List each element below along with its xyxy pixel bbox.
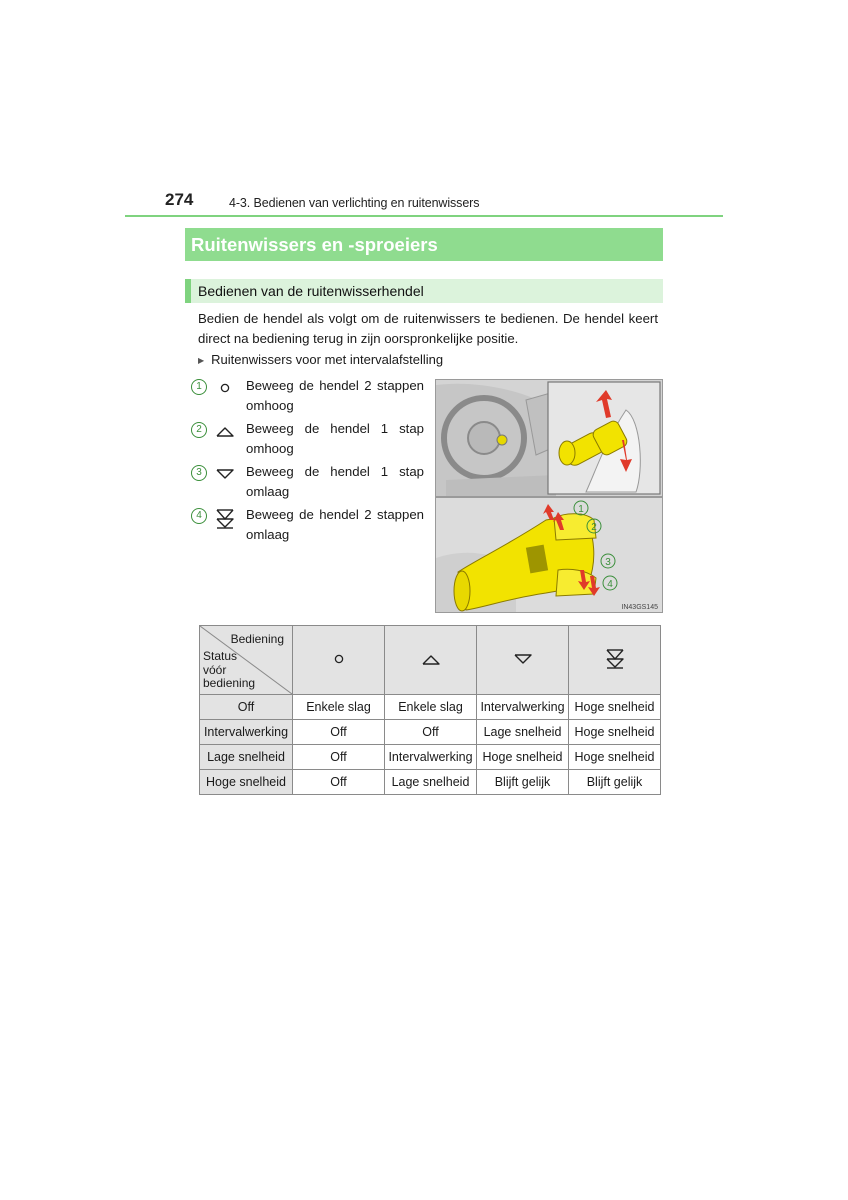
item-text: Beweeg de hendel 1 stap omlaag [246, 464, 424, 499]
item-2 [191, 422, 426, 464]
table-cell: Enkele slag [293, 695, 385, 720]
column-header-circle [293, 626, 385, 695]
table-cell: Lage snelheid [477, 720, 569, 745]
item-text: Beweeg de hendel 2 stappen omhoog [246, 378, 424, 413]
table-cell: Intervalwerking [385, 745, 477, 770]
section-title: Ruitenwissers en -sproeiers [185, 228, 663, 261]
triangle-up-icon [214, 422, 236, 440]
table-cell: Lage snelheid [385, 770, 477, 795]
dashboard-illustration [435, 379, 663, 497]
triangle-down-icon [214, 465, 236, 483]
bullet-triangle-icon: ▶ [198, 356, 205, 365]
table-row [200, 770, 661, 795]
callout-2: 2 [591, 522, 597, 533]
table-cell: Intervalwerking [477, 695, 569, 720]
page-number: 274 [165, 190, 194, 209]
image-code: IN43GS145 [621, 604, 658, 611]
number-badge: 4 [191, 508, 207, 524]
table-row [200, 720, 661, 745]
item-text: Beweeg de hendel 1 stap omhoog [246, 421, 424, 456]
item-1 [191, 379, 426, 421]
corner-line-2: vóór [203, 662, 227, 677]
table-cell: Hoge snelheid [569, 720, 661, 745]
dashboard-drawing [436, 380, 662, 496]
item-text: Beweeg de hendel 2 stappen omlaag [246, 507, 424, 542]
triangle-down-icon [512, 650, 534, 668]
lever-illustration [435, 497, 663, 613]
triangle-up-icon [420, 650, 442, 668]
double-triangle-down-icon [214, 508, 236, 530]
column-header-up [385, 626, 477, 695]
table-row [200, 745, 661, 770]
number-badge: 1 [191, 379, 207, 395]
table-cell: Hoge snelheid [569, 695, 661, 720]
corner-line-3: bediening [203, 676, 256, 690]
circle-icon [328, 650, 350, 668]
row-header: Intervalwerking [200, 720, 293, 745]
lever-drawing [436, 498, 662, 612]
number-badge: 2 [191, 422, 207, 438]
wiper-status-table [199, 625, 661, 795]
bullet-item [198, 352, 443, 367]
table-cell: Off [293, 770, 385, 795]
corner-header [200, 626, 293, 695]
item-4 [191, 508, 426, 550]
intro-paragraph: Bedien de hendel als volgt om de ruitenwissers te bedienen. De hendel keert direct na bediening terug in zijn oorspronkelijke positie. [198, 311, 658, 346]
subsection-accent [185, 279, 191, 303]
column-header-down [477, 626, 569, 695]
header-divider [125, 215, 723, 217]
corner-top-label: Bediening [230, 632, 284, 646]
callout-1: 1 [578, 504, 584, 515]
table-header-row [200, 626, 661, 695]
bullet-text: Ruitenwissers voor met intervalafstelling [211, 352, 444, 367]
table-cell: Off [293, 720, 385, 745]
row-header: Lage snelheid [200, 745, 293, 770]
double-triangle-down-icon [604, 648, 626, 670]
table-row [200, 695, 661, 720]
table-cell: Blijft gelijk [569, 770, 661, 795]
table-cell: Hoge snelheid [477, 745, 569, 770]
callout-3: 3 [605, 557, 611, 568]
callout-4: 4 [607, 579, 613, 590]
table-cell: Off [385, 720, 477, 745]
corner-bottom-label [203, 650, 255, 691]
item-3 [191, 465, 426, 507]
table-cell: Blijft gelijk [477, 770, 569, 795]
row-header: Hoge snelheid [200, 770, 293, 795]
table-cell: Off [293, 745, 385, 770]
column-header-double-down [569, 626, 661, 695]
table-cell: Hoge snelheid [569, 745, 661, 770]
row-header: Off [200, 695, 293, 720]
corner-line-1: Status [203, 649, 238, 663]
chapter-title: 4-3. Bedienen van verlichting en ruitenwissers [229, 196, 480, 210]
table-cell: Enkele slag [385, 695, 477, 720]
number-badge: 3 [191, 465, 207, 481]
circle-icon [214, 379, 236, 397]
subsection-title: Bedienen van de ruitenwisserhendel [198, 283, 424, 299]
